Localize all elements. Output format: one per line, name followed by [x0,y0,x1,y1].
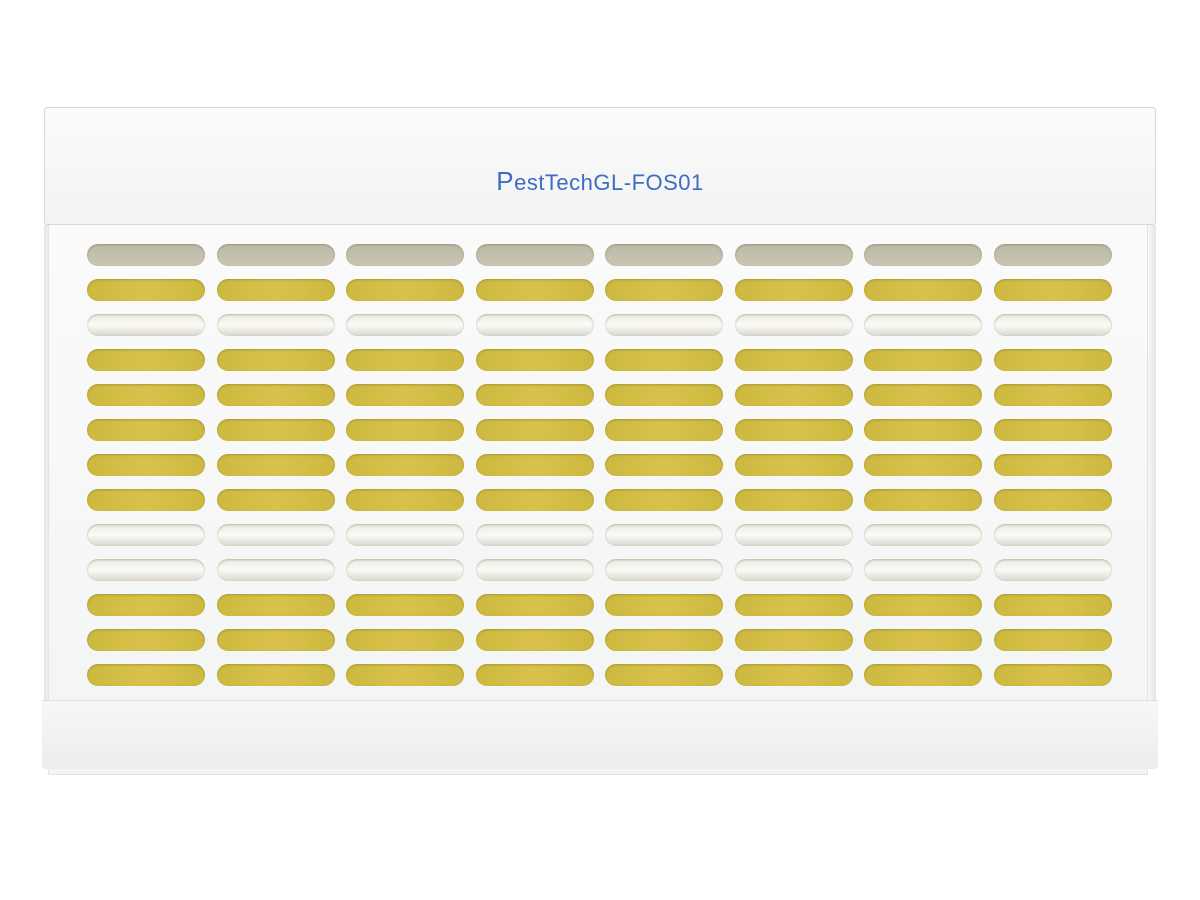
grille-slot [864,594,982,616]
grille-slot [346,524,464,546]
grille-slot [994,244,1112,266]
grille-slot [87,454,205,476]
grille-slot [87,419,205,441]
grille-slot [605,489,723,511]
housing-bottom-lip [42,700,1158,769]
grille-slot [476,489,594,511]
grille-slot [735,419,853,441]
grille-slot [735,629,853,651]
grille-slot [217,244,335,266]
grille-slot [217,279,335,301]
grille-slot [864,559,982,581]
grille-slot [87,524,205,546]
grille-slot [87,384,205,406]
grille-slot [346,664,464,686]
housing-right-wall [1148,225,1156,765]
grille-slot [605,279,723,301]
grille-slot [994,349,1112,371]
grille-slot [217,419,335,441]
grille-slot [994,559,1112,581]
grille-slot [476,454,594,476]
grille-slot [346,419,464,441]
grille-slot [476,384,594,406]
grille-slot [605,384,723,406]
grille-slot [994,279,1112,301]
grille-slot [605,454,723,476]
grille-slot [476,419,594,441]
grille-slot [346,384,464,406]
grille-slot [346,279,464,301]
grille-slot [994,419,1112,441]
grille-slot [605,524,723,546]
grille-slot [605,314,723,336]
grille-slot [217,629,335,651]
grille-slot [346,244,464,266]
grille-slot [217,664,335,686]
grille-slot [346,314,464,336]
grille-slot [864,244,982,266]
grille-slot [864,454,982,476]
brand-text: estTechGL-FOS01 [514,170,704,195]
grille-slot [864,384,982,406]
grille-slot [994,384,1112,406]
grille-slot [476,594,594,616]
grille-slot [217,489,335,511]
grille-slot [605,594,723,616]
grille-slot [217,349,335,371]
grille-slot [217,454,335,476]
grille-slot [864,489,982,511]
grille-slot [217,594,335,616]
grille-slot [476,524,594,546]
grille-slot [735,559,853,581]
front-grille [48,225,1148,775]
grille-slot [476,244,594,266]
brand-initial: P [496,166,515,196]
grille-slot [217,559,335,581]
grille-slot [476,559,594,581]
grille-slot [346,454,464,476]
grille-slot [87,244,205,266]
grille-slot [476,664,594,686]
grille-slot [735,664,853,686]
grille-slot [87,279,205,301]
grille-slot [87,314,205,336]
grille-slot [864,524,982,546]
grille-slot [735,489,853,511]
grille-slot [87,629,205,651]
grille-slot [476,349,594,371]
grille-slot [217,314,335,336]
grille-slot [864,419,982,441]
housing-top-panel [44,107,1156,225]
grille-slot [994,664,1112,686]
grille-slot [217,384,335,406]
grille-slot [864,314,982,336]
grille-slot [994,314,1112,336]
grille-slot [87,349,205,371]
grille-slot [346,559,464,581]
grille-slot [735,279,853,301]
grille-slot [735,314,853,336]
grille-slot [994,594,1112,616]
grille-slot [605,349,723,371]
grille-slot [87,489,205,511]
grille-slot [864,349,982,371]
grille-slot [476,314,594,336]
grille-slot [735,244,853,266]
grille-slot [346,349,464,371]
grille-slot [735,594,853,616]
grille-slot [994,489,1112,511]
grille-slot [476,279,594,301]
grille-slot [605,629,723,651]
grille-slot [864,279,982,301]
grille-slot [994,454,1112,476]
grille-slot [605,244,723,266]
grille-slot [735,384,853,406]
grille-slot [864,629,982,651]
grille-slot [605,559,723,581]
grille-slot [217,524,335,546]
grille-slot [864,664,982,686]
grille-slot [735,454,853,476]
grille-slot [735,349,853,371]
grille-slot [994,629,1112,651]
grille-slot [994,524,1112,546]
grille-slot [87,664,205,686]
grille-slot [87,559,205,581]
grille-slot [346,594,464,616]
grille-slot [476,629,594,651]
grille-slot [346,489,464,511]
grille-slot [87,594,205,616]
grille-slot [605,419,723,441]
grille-slot [346,629,464,651]
grille-slot [605,664,723,686]
grille-slot [735,524,853,546]
model-label [45,166,1155,197]
